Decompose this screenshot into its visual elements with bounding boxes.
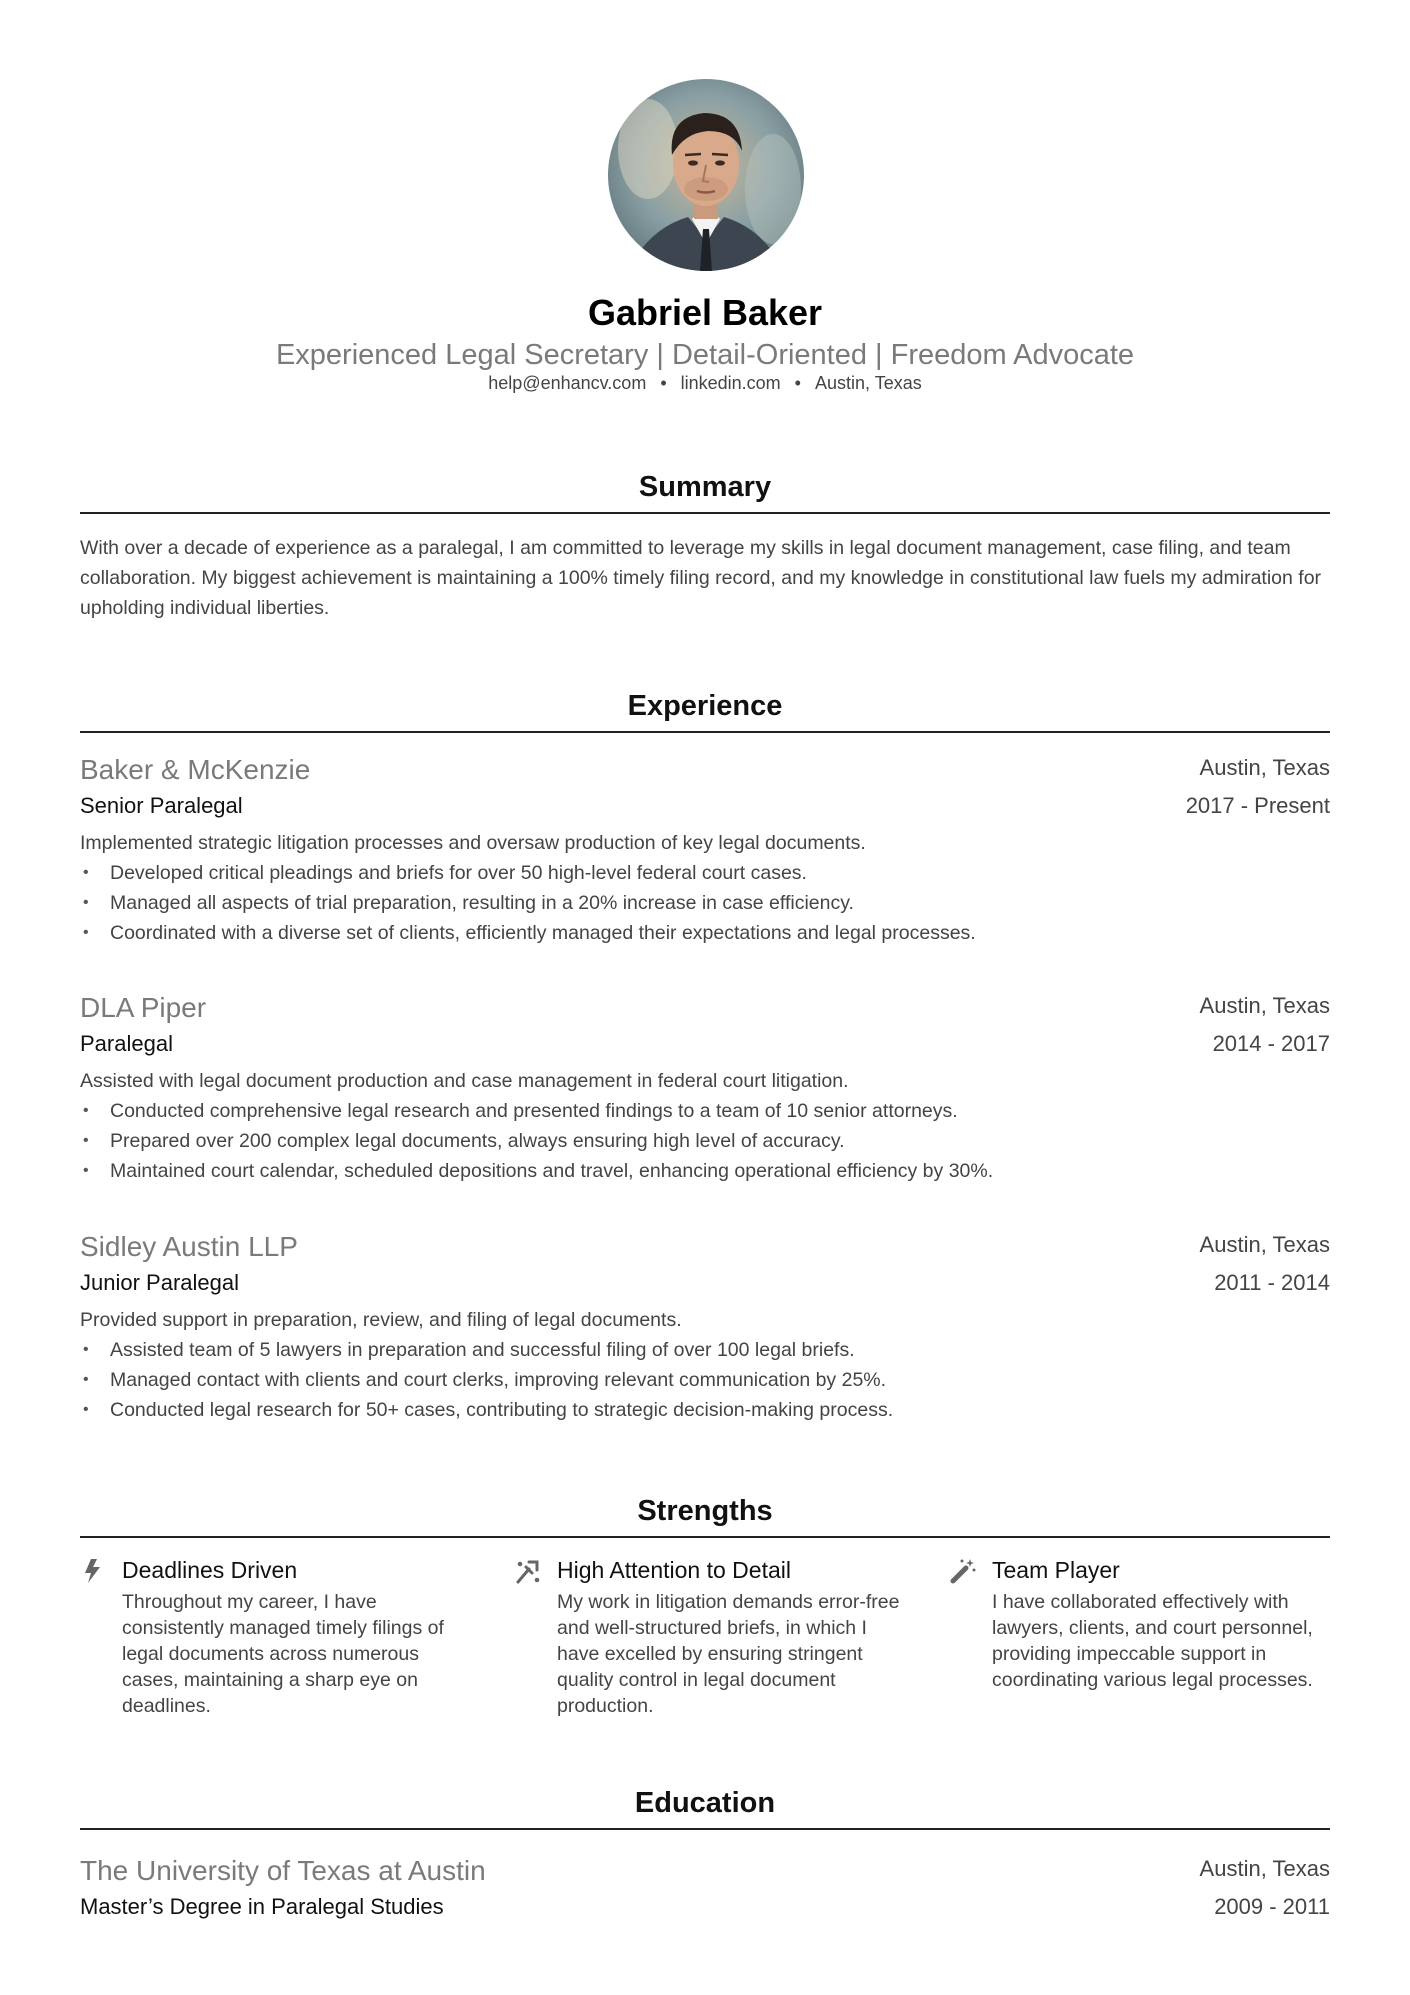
avatar bbox=[608, 79, 804, 271]
section-title-strengths: Strengths bbox=[637, 1495, 773, 1527]
company-name: Baker & McKenzie bbox=[80, 754, 311, 785]
experience-entry bbox=[80, 990, 1330, 1190]
separator: • bbox=[794, 373, 801, 393]
section-divider bbox=[80, 1536, 1330, 1538]
summary-text: With over a decade of experience as a paralegal, I am committed to leverage my skills in legal document management, case filing, and team collaboration. My biggest achievement is maintaining a 100% timely filing record, and my knowledge in constitutional law fuels my admiration for upholding individual liberties. bbox=[80, 537, 1322, 619]
location-text: Austin, Texas bbox=[814, 373, 922, 393]
strength-description: Throughout my career, I have consistently managed timely filings of legal documents across numerous cases, maintaining a sharp eye on deadlines. bbox=[122, 1591, 444, 1717]
job-title: Junior Paralegal bbox=[80, 1270, 239, 1295]
achievement-item: • Managed contact with clients and court clerks, improving relevant communication by 25%. bbox=[80, 1365, 893, 1395]
achievement-item: • Assisted team of 5 lawyers in preparation and successful filing of over 100 legal briefs. bbox=[80, 1335, 893, 1365]
education-entry bbox=[80, 1853, 1330, 1933]
profile-photo bbox=[608, 79, 804, 271]
job-dates: 2017 - Present bbox=[1185, 793, 1330, 818]
separator: • bbox=[660, 373, 667, 393]
degree-name: Master’s Degree in Paralegal Studies bbox=[80, 1894, 444, 1919]
strength-title: High Attention to Detail bbox=[557, 1557, 791, 1583]
achievement-list bbox=[80, 1096, 993, 1186]
lightning-icon bbox=[80, 1558, 106, 1584]
headline: Experienced Legal Secretary | Detail-Oriented | Freedom Advocate bbox=[275, 339, 1135, 371]
linkedin-link[interactable]: linkedin.com bbox=[680, 373, 781, 393]
job-location: Austin, Texas bbox=[1199, 1232, 1330, 1257]
achievement-item: • Conducted comprehensive legal research and presented findings to a team of 10 senior attorneys. bbox=[80, 1096, 993, 1126]
job-location: Austin, Texas bbox=[1199, 755, 1330, 780]
section-divider bbox=[80, 1828, 1330, 1830]
job-title: Paralegal bbox=[80, 1031, 173, 1056]
contact-line bbox=[0, 371, 1410, 395]
job-dates: 2011 - 2014 bbox=[1214, 1270, 1330, 1295]
achievement-list bbox=[80, 1335, 893, 1425]
job-description: Assisted with legal document production and case management in federal court litigation. bbox=[80, 1070, 849, 1092]
email-link[interactable]: help@enhancv.com bbox=[488, 373, 647, 393]
section-title-education: Education bbox=[634, 1787, 776, 1819]
section-divider bbox=[80, 512, 1330, 514]
experience-entry bbox=[80, 1229, 1330, 1429]
job-title: Senior Paralegal bbox=[80, 793, 243, 818]
job-dates: 2014 - 2017 bbox=[1212, 1031, 1330, 1056]
strength-title: Team Player bbox=[992, 1557, 1120, 1583]
company-name: DLA Piper bbox=[80, 992, 207, 1023]
strength-item bbox=[950, 1555, 1330, 1715]
achievement-item: • Developed critical pleadings and briefs for over 50 high-level federal court cases. bbox=[80, 858, 976, 888]
achievement-item: • Maintained court calendar, scheduled depositions and travel, enhancing operational efficiency by 30%. bbox=[80, 1156, 993, 1186]
section-title-experience: Experience bbox=[627, 690, 783, 722]
education-dates: 2009 - 2011 bbox=[1214, 1894, 1330, 1919]
school-name: The University of Texas at Austin bbox=[80, 1855, 486, 1886]
experience-entry bbox=[80, 752, 1330, 952]
job-description: Implemented strategic litigation processes and oversaw production of key legal documents. bbox=[80, 832, 866, 854]
candidate-name: Gabriel Baker bbox=[587, 292, 823, 333]
precision-icon bbox=[515, 1558, 541, 1584]
job-location: Austin, Texas bbox=[1199, 993, 1330, 1018]
achievement-item: • Conducted legal research for 50+ cases, contributing to strategic decision-making process. bbox=[80, 1395, 893, 1425]
job-description: Provided support in preparation, review, and filing of legal documents. bbox=[80, 1309, 682, 1331]
magic-wand-icon bbox=[950, 1558, 976, 1584]
company-name: Sidley Austin LLP bbox=[80, 1231, 298, 1262]
achievement-item: • Coordinated with a diverse set of clients, efficiently managed their expectations and legal processes. bbox=[80, 918, 976, 948]
strength-item bbox=[80, 1555, 460, 1715]
section-divider bbox=[80, 731, 1330, 733]
strength-description: My work in litigation demands error-free and well-structured briefs, in which I have excelled by ensuring stringent quality control in legal document production. bbox=[557, 1591, 900, 1717]
school-location: Austin, Texas bbox=[1199, 1856, 1330, 1881]
strength-description: I have collaborated effectively with lawyers, clients, and court personnel, providing impeccable support in coordinating various legal processes. bbox=[992, 1591, 1313, 1691]
section-title-summary: Summary bbox=[638, 471, 772, 503]
achievement-list bbox=[80, 858, 976, 948]
achievement-item: • Managed all aspects of trial preparation, resulting in a 20% increase in case efficiency. bbox=[80, 888, 976, 918]
strength-item bbox=[515, 1555, 900, 1717]
achievement-item: • Prepared over 200 complex legal documents, always ensuring high level of accuracy. bbox=[80, 1126, 993, 1156]
strength-title: Deadlines Driven bbox=[122, 1557, 298, 1583]
